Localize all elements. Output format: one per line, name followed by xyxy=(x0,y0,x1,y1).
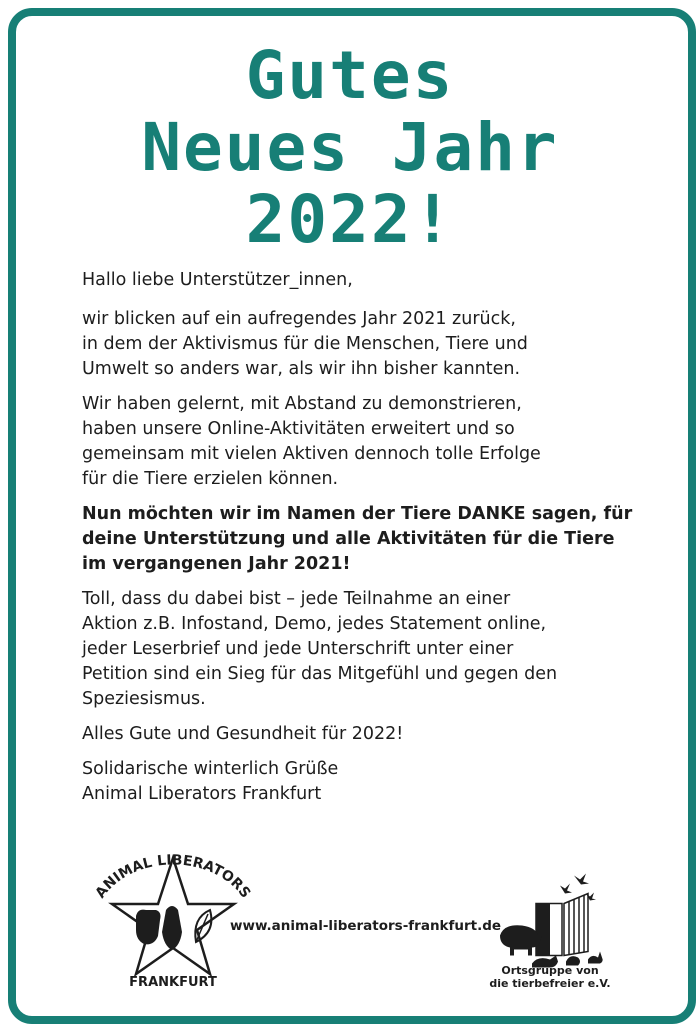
logo-bottom-text: FRANKFURT xyxy=(129,975,217,990)
line: Toll, dass du dabei bist – jede Teilnahme an einer xyxy=(82,589,511,609)
paragraph-4 xyxy=(82,587,642,712)
org-label xyxy=(480,964,620,990)
line: Nun möchten wir im Namen der Tiere DANKE sagen, für xyxy=(82,504,633,524)
bird-icon xyxy=(574,874,589,885)
headline-line-3: 2022! xyxy=(245,181,455,258)
closing-line-1: Solidarische winterlich Grüße xyxy=(82,759,339,779)
line: Petition sind ein Sieg für das Mitgefühl und gegen den xyxy=(82,664,558,684)
line: Speziesismus. xyxy=(82,689,206,709)
line: gemeinsam mit vielen Aktiven dennoch tolle Erfolge xyxy=(82,444,541,464)
paragraph-thanks xyxy=(82,502,642,577)
line: für die Tiere erzielen können. xyxy=(82,469,339,489)
headline xyxy=(0,37,700,258)
fist-icon xyxy=(136,910,161,945)
paragraph-1 xyxy=(82,307,642,382)
logo-arc-text: ANIMAL LIBERATORS xyxy=(92,852,254,902)
org-line-1: Ortsgruppe von xyxy=(501,964,599,977)
rabbit-icon xyxy=(588,952,603,964)
line: Aktion z.B. Infostand, Demo, jedes Statement online, xyxy=(82,614,547,634)
closing xyxy=(82,757,642,807)
line: im vergangenen Jahr 2021! xyxy=(82,554,351,574)
line: deine Unterstützung und alle Aktivitäten für die Tiere xyxy=(82,529,615,549)
website-link[interactable]: www.animal-liberators-frankfurt.de xyxy=(230,918,502,934)
headline-line-1: Gutes xyxy=(245,37,455,114)
animal-silhouette-icon xyxy=(162,906,182,950)
closing-line-2: Animal Liberators Frankfurt xyxy=(82,784,322,804)
line: haben unsere Online-Aktivitäten erweitert und so xyxy=(82,419,515,439)
line: Umwelt so anders war, als wir ihn bisher kannten. xyxy=(82,359,521,379)
cage-shadow xyxy=(536,904,550,956)
line: jeder Leserbrief und jede Unterschrift unter einer xyxy=(82,639,514,659)
paragraph-2 xyxy=(82,392,642,492)
bird-icon xyxy=(560,884,572,894)
greeting: Hallo liebe Unterstützer_innen, xyxy=(82,270,353,290)
wishes: Alles Gute und Gesundheit für 2022! xyxy=(82,724,404,744)
headline-line-2: Neues Jahr xyxy=(141,109,559,186)
line: Wir haben gelernt, mit Abstand zu demonstrieren, xyxy=(82,394,522,414)
letter-body xyxy=(82,268,642,817)
line: in dem der Aktivismus für die Menschen, Tiere und xyxy=(82,334,528,354)
org-line-2: die tierbefreier e.V. xyxy=(489,977,611,990)
line: wir blicken auf ein aufregendes Jahr 2021 zurück, xyxy=(82,309,516,329)
